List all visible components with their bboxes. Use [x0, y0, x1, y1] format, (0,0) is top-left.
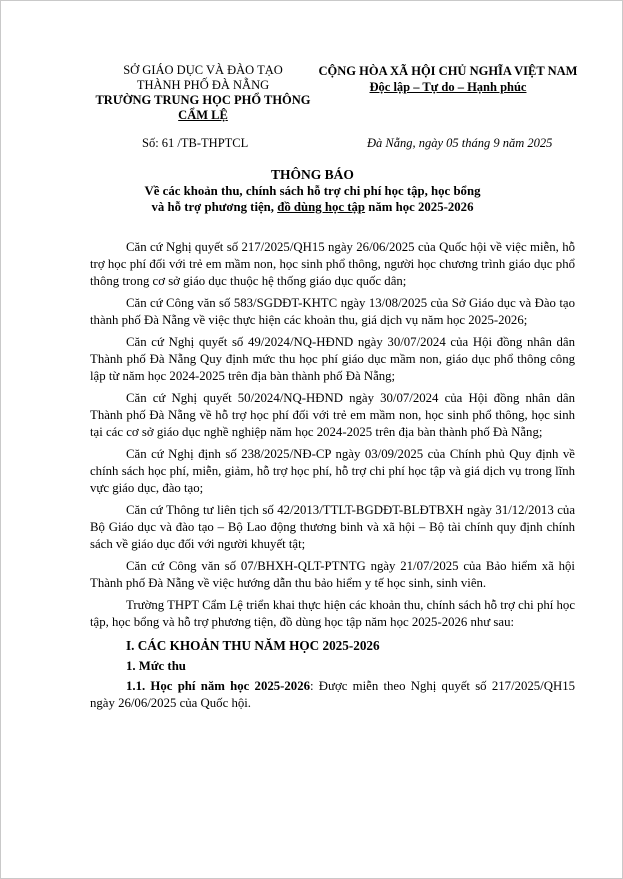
paragraph: Căn cứ Công văn số 07/BHXH-QLT-PTNTG ngày 21/07/2025 của Bảo hiểm xã hội Thành phố Đà Nẵng về việc hướng dẫn thu bảo hiểm y tế học sinh, sinh viên.	[90, 559, 575, 590]
paragraph: Căn cứ Nghị quyết 50/2024/NQ-HĐND ngày 30/07/2024 của Hội đồng nhân dân Thành phố Đà Nẵng về hỗ trợ học phí đối với trẻ em mầm non, học sinh phổ thông, học sinh tại các cơ sở giáo dục nghề nghiệp năm học 2024-2025 trên địa bàn thành phố Đà Nẵng;	[90, 391, 575, 439]
paragraph: Căn cứ Công văn số 583/SGDĐT-KHTC ngày 13/08/2025 của Sở Giáo dục và Đào tạo thành phố Đà Nẵng về việc thực hiện các khoản thu, giá dịch vụ năm học 2025-2026;	[90, 296, 575, 327]
subtitle-line-1: Về các khoản thu, chính sách hỗ trợ chi phí học tập, học bổng	[144, 184, 481, 198]
agency-line-1: SỞ GIÁO DỤC VÀ ĐÀO TẠO	[123, 63, 283, 77]
school-name-line-1: TRƯỜNG TRUNG HỌC PHỔ THÔNG	[95, 93, 311, 107]
subtitle-line-2	[101, 199, 524, 215]
paragraph: Căn cứ Nghị quyết số 217/2025/QH15 ngày 26/06/2025 của Quốc hội về việc miễn, hỗ trợ học phí đối với trẻ em mầm non, học sinh phổ thông, người học chương trình giáo dục phổ thông trong cơ sở giáo dục thuộc hệ thống giáo dục quốc dân;	[90, 240, 575, 288]
national-motto: Độc lập – Tự do – Hạnh phúc	[369, 80, 527, 94]
section-heading: I. CÁC KHOẢN THU NĂM HỌC 2025-2026	[126, 638, 380, 653]
document-body	[90, 239, 575, 717]
issuing-agency-block	[83, 63, 323, 123]
item-label: 1.1. Học phí năm học 2025-2026	[126, 679, 310, 693]
sub-heading: 1. Mức thu	[126, 659, 186, 673]
school-name-line-2: CẨM LỆ	[178, 108, 228, 122]
national-header-block	[313, 63, 583, 95]
paragraph: Căn cứ Nghị quyết số 49/2024/NQ-HĐND ngày 30/07/2024 của Hội đồng nhân dân Thành phố Đà Nẵng Quy định mức thu học phí giáo dục mầm non, giáo dục phổ thông công lập từ năm học 2024-2025 trên địa bàn thành phố Đà Nẵng;	[90, 335, 575, 383]
agency-line-2: THÀNH PHỐ ĐÀ NẴNG	[136, 78, 270, 92]
subtitle-line-2-underlined: đồ dùng học tập	[277, 200, 366, 214]
country-name: CỘNG HÒA XÃ HỘI CHỦ NGHĨA VIỆT NAM	[318, 64, 578, 78]
item-text: : Được miễn theo Nghị quyết số 217/2025/QH15 ngày 26/06/2025 của Quốc hội.	[90, 679, 575, 710]
document-title: THÔNG BÁO	[271, 167, 354, 182]
subtitle-line-2-start: và hỗ trợ phương tiện,	[151, 200, 278, 214]
place-date: Đà Nẵng, ngày 05 tháng 9 năm 2025	[367, 136, 553, 150]
paragraph: Trường THPT Cẩm Lệ triển khai thực hiện các khoản thu, chính sách hỗ trợ chi phí học tập, học bổng và hỗ trợ phương tiện, đồ dùng học tập năm học 2025-2026 như sau:	[90, 598, 575, 629]
paragraph: Căn cứ Thông tư liên tịch số 42/2013/TTLT-BGDĐT-BLĐTBXH ngày 31/12/2013 của Bộ Giáo dục và đào tạo – Bộ Lao động thương binh và xã hội – Bộ tài chính quy định chính sách về giáo dục đối với người khuyết tật;	[90, 503, 575, 551]
item-paragraph	[90, 678, 575, 712]
document-subtitle	[101, 183, 524, 215]
paragraph: Căn cứ Nghị định số 238/2025/NĐ-CP ngày 03/09/2025 của Chính phủ Quy định về chính sách học phí, miễn, giảm, hỗ trợ học phí, hỗ trợ chi phí học tập và giá dịch vụ trong lĩnh vực giáo dục, đào tạo;	[90, 447, 575, 495]
document-number: Số: 61 /TB-THPTCL	[142, 136, 249, 150]
subtitle-line-2-end: năm học 2025-2026	[365, 200, 474, 214]
